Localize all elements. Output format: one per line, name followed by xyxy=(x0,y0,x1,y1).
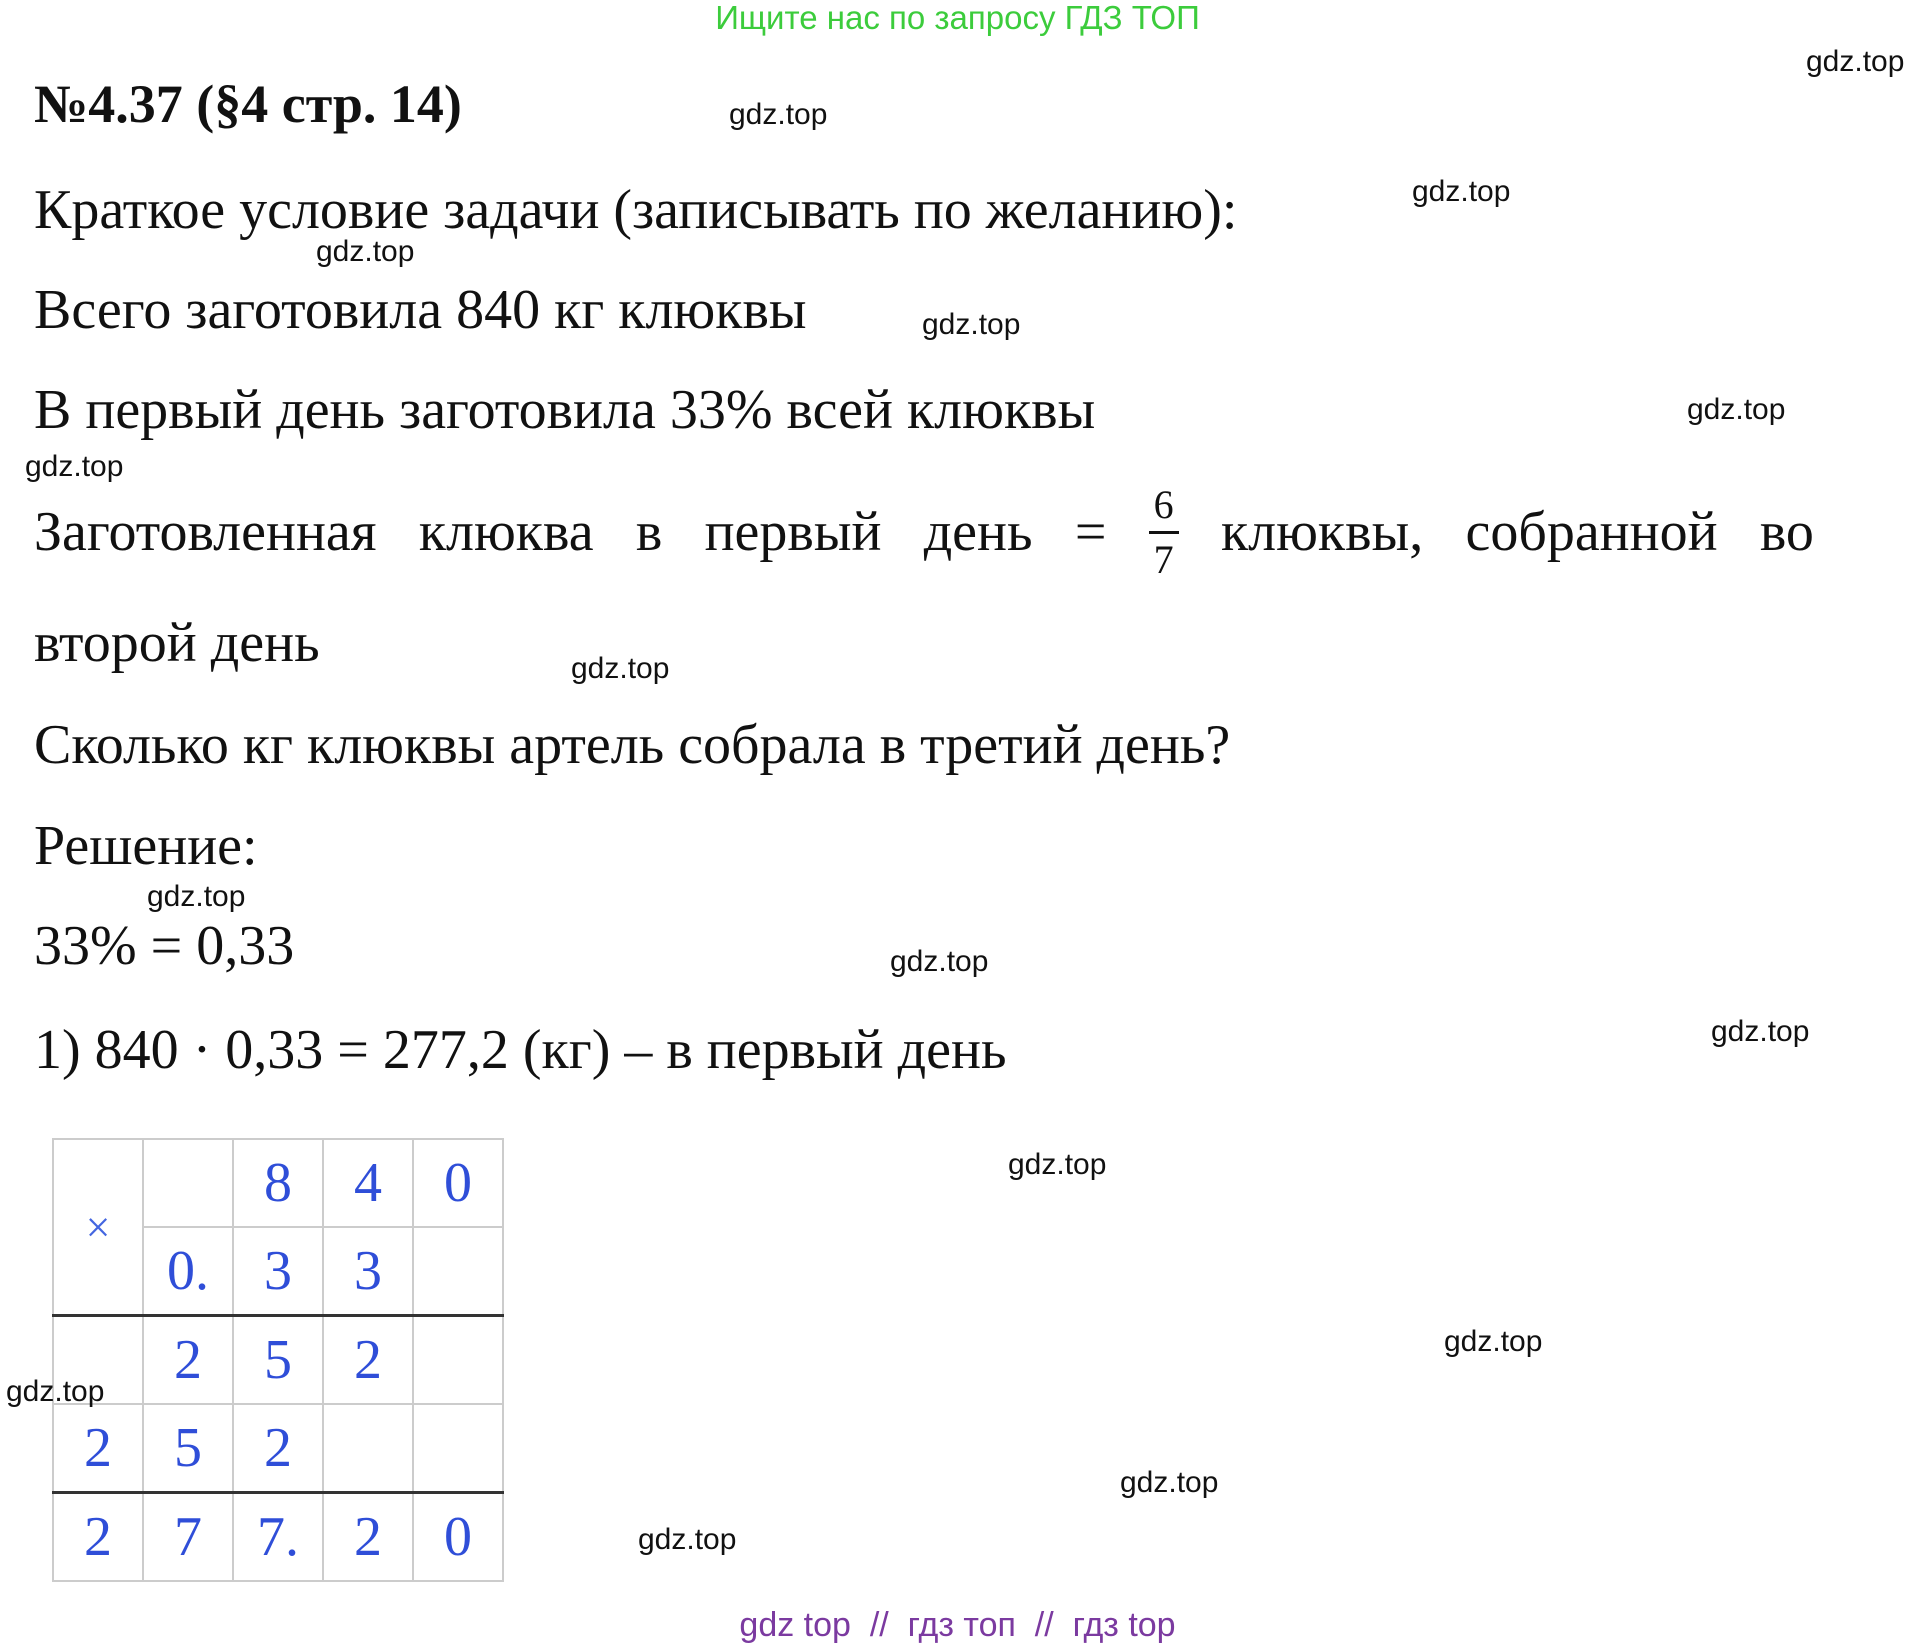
ratio-word: клюквы, xyxy=(1220,501,1424,563)
fraction-denominator: 7 xyxy=(1153,536,1174,582)
fraction xyxy=(1149,483,1179,582)
ratio-word: Заготовленная xyxy=(34,501,377,563)
mult-cell: 3 xyxy=(323,1227,413,1316)
mult-cell: 2 xyxy=(53,1404,143,1493)
mult-cell: 2 xyxy=(323,1493,413,1582)
mult-cell: 0 xyxy=(413,1493,503,1582)
mult-cell xyxy=(413,1404,503,1493)
condition-line-first-day: В первый день заготовила 33% всей клюквы xyxy=(34,379,1096,441)
mult-cell: 5 xyxy=(233,1316,323,1405)
ratio-word: день xyxy=(923,501,1033,563)
watermark: gdz.top xyxy=(25,450,124,483)
ratio-word: в xyxy=(635,501,663,563)
watermark: gdz.top xyxy=(147,880,246,913)
watermark: gdz.top xyxy=(638,1523,737,1556)
mult-cell: 7. xyxy=(233,1493,323,1582)
ratio-word: первый xyxy=(704,501,882,563)
mult-cell xyxy=(323,1404,413,1493)
mult-cell xyxy=(143,1139,233,1227)
ratio-word: во xyxy=(1759,501,1814,563)
watermark: gdz.top xyxy=(1444,1325,1543,1358)
mult-cell: 0. xyxy=(143,1227,233,1316)
mult-cell: 2 xyxy=(143,1316,233,1405)
watermark: gdz.top xyxy=(1711,1015,1810,1048)
fraction-bar xyxy=(1149,531,1179,534)
multiply-sign: × xyxy=(53,1139,143,1316)
equals-sign: = xyxy=(1074,501,1107,563)
search-banner: Ищите нас по запросу ГДЗ ТОП xyxy=(715,0,1200,36)
mult-cell: 7 xyxy=(143,1493,233,1582)
watermark: gdz.top xyxy=(1687,393,1786,426)
mult-cell: 2 xyxy=(53,1493,143,1582)
solution-heading: Решение: xyxy=(34,815,258,877)
column-multiplication xyxy=(52,1138,504,1582)
mult-row-multiplicand xyxy=(53,1139,503,1227)
ratio-word: клюква xyxy=(418,501,594,563)
solution-percent: 33% = 0,33 xyxy=(34,915,295,977)
watermark: gdz.top xyxy=(1412,175,1511,208)
footer-links[interactable]: gdz top // гдз топ // гдз top xyxy=(739,1606,1176,1644)
mult-cell xyxy=(413,1316,503,1405)
condition-line-ratio-cont: второй день xyxy=(34,612,320,674)
watermark: gdz.top xyxy=(729,98,828,131)
mult-cell: 5 xyxy=(143,1404,233,1493)
mult-row-partial-1 xyxy=(53,1316,503,1405)
watermark: gdz.top xyxy=(6,1375,105,1408)
condition-line-total: Всего заготовила 840 кг клюквы xyxy=(34,279,807,341)
mult-cell: 3 xyxy=(233,1227,323,1316)
ratio-word: собранной xyxy=(1465,501,1718,563)
condition-heading: Краткое условие задачи (записывать по желанию): xyxy=(34,179,1238,241)
mult-cell: 0 xyxy=(413,1139,503,1227)
mult-cell: 4 xyxy=(323,1139,413,1227)
condition-line-ratio xyxy=(34,477,1814,587)
exercise-title: №4.37 (§4 стр. 14) xyxy=(34,74,462,134)
solution-step-1: 1) 840 · 0,33 = 277,2 (кг) – в первый день xyxy=(34,1019,1007,1081)
watermark: gdz.top xyxy=(1120,1466,1219,1499)
watermark: gdz.top xyxy=(316,235,415,268)
watermark: gdz.top xyxy=(571,652,670,685)
mult-row-result xyxy=(53,1493,503,1582)
fraction-numerator: 6 xyxy=(1153,481,1174,527)
mult-row-partial-2 xyxy=(53,1404,503,1493)
watermark: gdz.top xyxy=(890,945,989,978)
mult-cell: 2 xyxy=(233,1404,323,1493)
mult-cell: 8 xyxy=(233,1139,323,1227)
mult-cell xyxy=(413,1227,503,1316)
watermark: gdz.top xyxy=(922,308,1021,341)
watermark: gdz.top xyxy=(1806,45,1905,78)
mult-cell: 2 xyxy=(323,1316,413,1405)
watermark: gdz.top xyxy=(1008,1148,1107,1181)
condition-question: Сколько кг клюквы артель собрала в третий день? xyxy=(34,714,1231,776)
